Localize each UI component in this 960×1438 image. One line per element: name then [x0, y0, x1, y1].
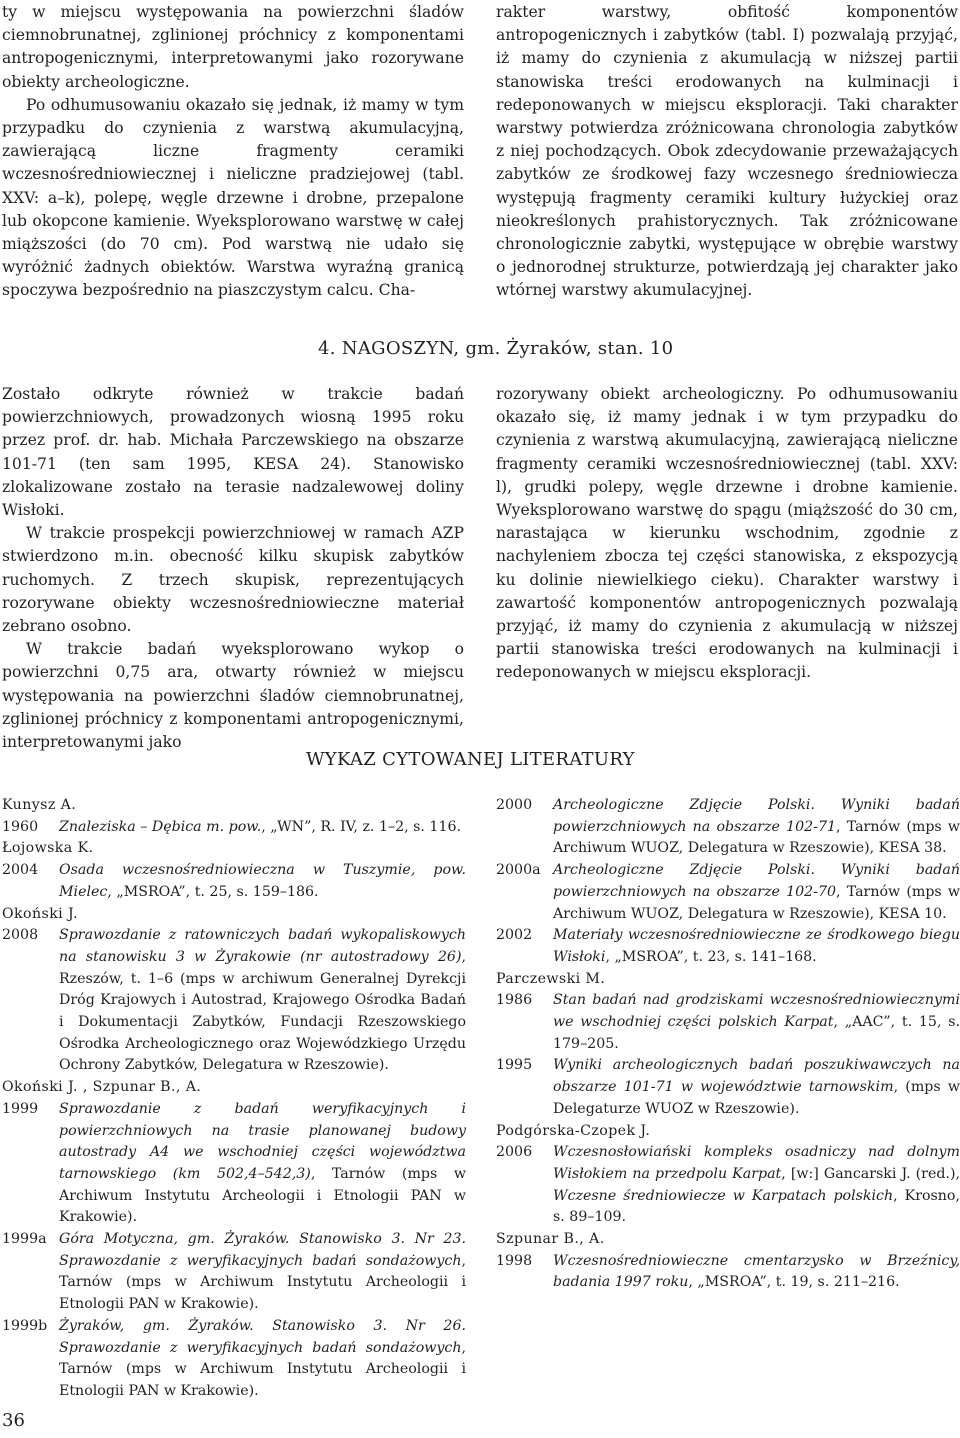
bib-entry — [2, 1316, 466, 1403]
bib-entry — [2, 860, 466, 903]
bib-year: 1999b — [2, 1317, 48, 1334]
bib-year: 2004 — [2, 862, 39, 879]
bib-entry — [496, 860, 960, 925]
bib-text: Wyniki archeologicznych badań poszukiwawczych na obszarze 101-71 w województwie tarnowskim, (mps w Delegaturze WUOZ w Rzeszowie). — [553, 1057, 960, 1117]
section-heading: 4. NAGOSZYN, gm. Żyraków, stan. 10 — [318, 338, 674, 359]
bibliography-heading: WYKAZ CYTOWANEJ LITERATURY — [306, 749, 635, 770]
paragraph: rakter warstwy, obfitość komponentów antropogenicznych i zabytków (tabl. I) pozwalają przyjąć, iż mamy do czynienia z akumulacją w niższej partii stanowiska treści erodowanych na kulminacji i redeponowanych w miejscu eksploracji. Taki charakter warstwy potwierdza zróżnicowana chronologia zabytków z niej pochodzących. Obok zdecydowanie przeważających zabytków ze środkowej fazy wczesnego średniowiecza występują fragmenty ceramiki kultury łużyckiej oraz nieokreślonych prahistorycznych. Tak zróżnicowane chronologicznie zabytki, występujące w obrębie warstwy o jednorodnej strukturze, potwierdzają jej charakter jako wtórnej warstwy akumulacyjnej. — [496, 3, 958, 300]
paragraph: W trakcie prospekcji powierzchniowej w ramach AZP stwierdzono m.in. obecność kilku skupisk zabytków ruchomych. Z trzech skupisk, reprezentujących rozorywane obiekty wczesnośredniowieczne materiał zebrano osobno. — [2, 524, 464, 636]
bib-entry — [496, 795, 960, 860]
bib-entry — [496, 1055, 960, 1120]
top-right-column — [496, 1, 958, 303]
bib-entry — [496, 925, 960, 968]
bib-text: Sprawozdanie z badań weryfikacyjnych i powierzchniowych na trasie planowanej budowy autostrady A4 we wschodniej części województwa tarnowskiego (km 502,4–542,3), Tarnów (mps w Archiwum Instytutu Archeologii i Etnologii PAN w Krakowie). — [59, 1100, 466, 1226]
bib-entry — [2, 1229, 466, 1316]
bib-year: 2000 — [496, 797, 533, 813]
bib-author: Okoński J. , Szpunar B., A. — [2, 1079, 202, 1096]
bib-year: 1999 — [2, 1100, 39, 1117]
bib-year: 2002 — [496, 927, 533, 944]
bib-text: Góra Motyczna, gm. Żyraków. Stanowisko 3. Nr 23. Sprawozdanie z weryfikacyjnych badań sondażowych, Tarnów (mps w Archiwum Instytutu Archeologii i Etnologii PAN w Krakowie). — [59, 1231, 466, 1313]
bib-text: Archeologiczne Zdjęcie Polski. Wyniki badań powierzchniowych na obszarze 102-70, Tarnów (mps w Archiwum WUOZ, Delegatura w Rzeszowie), KESA 10. — [553, 862, 960, 922]
bib-author: Parczewski M. — [496, 970, 606, 987]
bib-entry — [2, 1099, 466, 1229]
paragraph: rozorywany obiekt archeologiczny. Po odhumusowaniu okazało się, iż mamy jednak i w tym przypadku do czynienia z warstwą akumulacyjną, zawierającą nieliczne fragmenty ceramiki wczesnośredniowiecznej (tabl. XXV: l), grudki polepy, węgle drzewne i drobne kamienie. Wyeksplorowano warstwę do spągu (miąższość do 30 cm, narastająca w kierunku wschodnim, zgodnie z nachyleniem zbocza tej części stanowiska, z ekspozycją ku dolinie niewielkiego cieku). Charakter warstwy i zawartość komponentów antropogenicznych pozwalają przyjąć, iż mamy do czynienia z akumulacją w niższej partii stanowiska treści erodowanych na kulminacji i redeponowanych w miejscu eksploracji. — [496, 385, 958, 682]
bib-text: Wczesnosłowiański kompleks osadniczy nad dolnym Wisłokiem na przedpolu Karpat, [w:] Gancarski J. (red.), Wczesne średniowiecze w Karpatach polskich, Krosno, s. 89–109. — [553, 1144, 960, 1226]
mid-right-column — [496, 383, 958, 685]
bib-entry — [2, 925, 466, 1077]
paragraph: ty w miejscu występowania na powierzchni śladów ciemnobrunatnej, zglinionej próchnicy z komponentami antropogenicznymi, interpretowanymi jako rozorywane obiekty archeologiczne. — [2, 3, 464, 91]
paragraph: Po odhumusowaniu okazało się jednak, iż mamy w tym przypadku do czynienia z warstwą akumulacyjną, zawierającą liczne fragmenty ceramiki wczesnośredniowiecznej i nieliczne pradziejowej (tabl. XXV: a–k), polepę, węgle drzewne i drobne, przepalone lub okopcone kamienie. Wyeksplorowano warstwę w całej miąższości (do 70 cm). Pod warstwą nie udało się wyróżnić żadnych obiektów. Warstwa wyraźną granicą spoczywa bezpośrednio na piaszczystym calcu. Cha- — [2, 95, 464, 300]
bibliography-right — [496, 795, 960, 1294]
bib-author: Łojowska K. — [2, 840, 94, 857]
bib-entry — [496, 1142, 960, 1229]
bib-year: 1999a — [2, 1231, 47, 1248]
mid-left-column — [2, 383, 464, 754]
top-left-column — [2, 1, 464, 303]
bib-year: 1960 — [2, 818, 39, 835]
bib-year: 2000a — [496, 862, 541, 879]
bib-year: 1995 — [496, 1057, 533, 1074]
bib-text: Sprawozdanie z ratowniczych badań wykopaliskowych na stanowisku 3 w Żyrakowie (nr autostradowy 26), Rzeszów, t. 1–6 (mps w archiwum Generalnej Dyrekcji Dróg Krajowych i Autostrad, Krajowego Ośrodka Badań i Dokumentacji Zabytków, Fundacji Rzeszowskiego Ośrodka Archeologicznego oraz Wojewódzkiego Urzędu Ochrony Zabytków, Delegatura w Rzeszowie). — [59, 927, 466, 1074]
bib-text: Wczesnośredniowieczne cmentarzysko w Brzeźnicy, badania 1997 roku, „MSROA”, t. 19, s. 211–216. — [553, 1252, 960, 1291]
bib-year: 2008 — [2, 927, 39, 944]
bib-text: Archeologiczne Zdjęcie Polski. Wyniki badań powierzchniowych na obszarze 102-71, Tarnów (mps w Archiwum WUOZ, Delegatura w Rzeszowie), KESA 38. — [553, 797, 960, 857]
paragraph: Zostało odkryte również w trakcie badań powierzchniowych, prowadzonych wiosną 1995 roku przez prof. dr. hab. Michała Parczewskiego na obszarze 101-71 (ten sam 1995, KESA 24). Stanowisko zlokalizowane zostało na terasie nadzalewowej doliny Wisłoki. — [2, 385, 464, 520]
bib-text: Osada wczesnośredniowieczna w Tuszymie, pow. Mielec, „MSROA”, t. 25, s. 159–186. — [59, 862, 466, 900]
bib-author: Kunysz A. — [2, 797, 77, 813]
bib-year: 2006 — [496, 1144, 533, 1161]
bib-author: Szpunar B., A. — [496, 1231, 605, 1248]
bib-author: Podgórska-Czopek J. — [496, 1122, 651, 1139]
bib-entry — [496, 990, 960, 1055]
bib-text: Znaleziska – Dębica m. pow., „WN”, R. IV, z. 1–2, s. 116. — [59, 818, 462, 835]
page-number: 36 — [2, 1410, 25, 1431]
bibliography-left — [2, 795, 466, 1403]
bib-year: 1998 — [496, 1252, 533, 1269]
bib-year: 1986 — [496, 992, 533, 1009]
bib-text: Stan badań nad grodziskami wczesnośredniowiecznymi we wschodniej części polskich Karpat, „AAC”, t. 15, s. 179–205. — [553, 992, 960, 1052]
bib-text: Żyraków, gm. Żyraków. Stanowisko 3. Nr 26. Sprawozdanie z weryfikacyjnych badań sondażowych, Tarnów (mps w Archiwum Instytutu Archeologii i Etnologii PAN w Krakowie). — [59, 1317, 466, 1399]
bib-entry — [2, 817, 466, 839]
bib-text: Materiały wczesnośredniowieczne ze środkowego biegu Wisłoki, „MSROA”, t. 23, s. 141–168. — [553, 927, 960, 965]
bib-author: Okoński J. — [2, 905, 78, 922]
paragraph: W trakcie badań wyeksplorowano wykop o powierzchni 0,75 ara, otwarty również w miejscu występowania na powierzchni śladów ciemnobrunatnej, zglinionej próchnicy z komponentami antropogenicznymi, interpretowanymi jako — [2, 640, 464, 752]
bib-entry — [496, 1251, 960, 1294]
